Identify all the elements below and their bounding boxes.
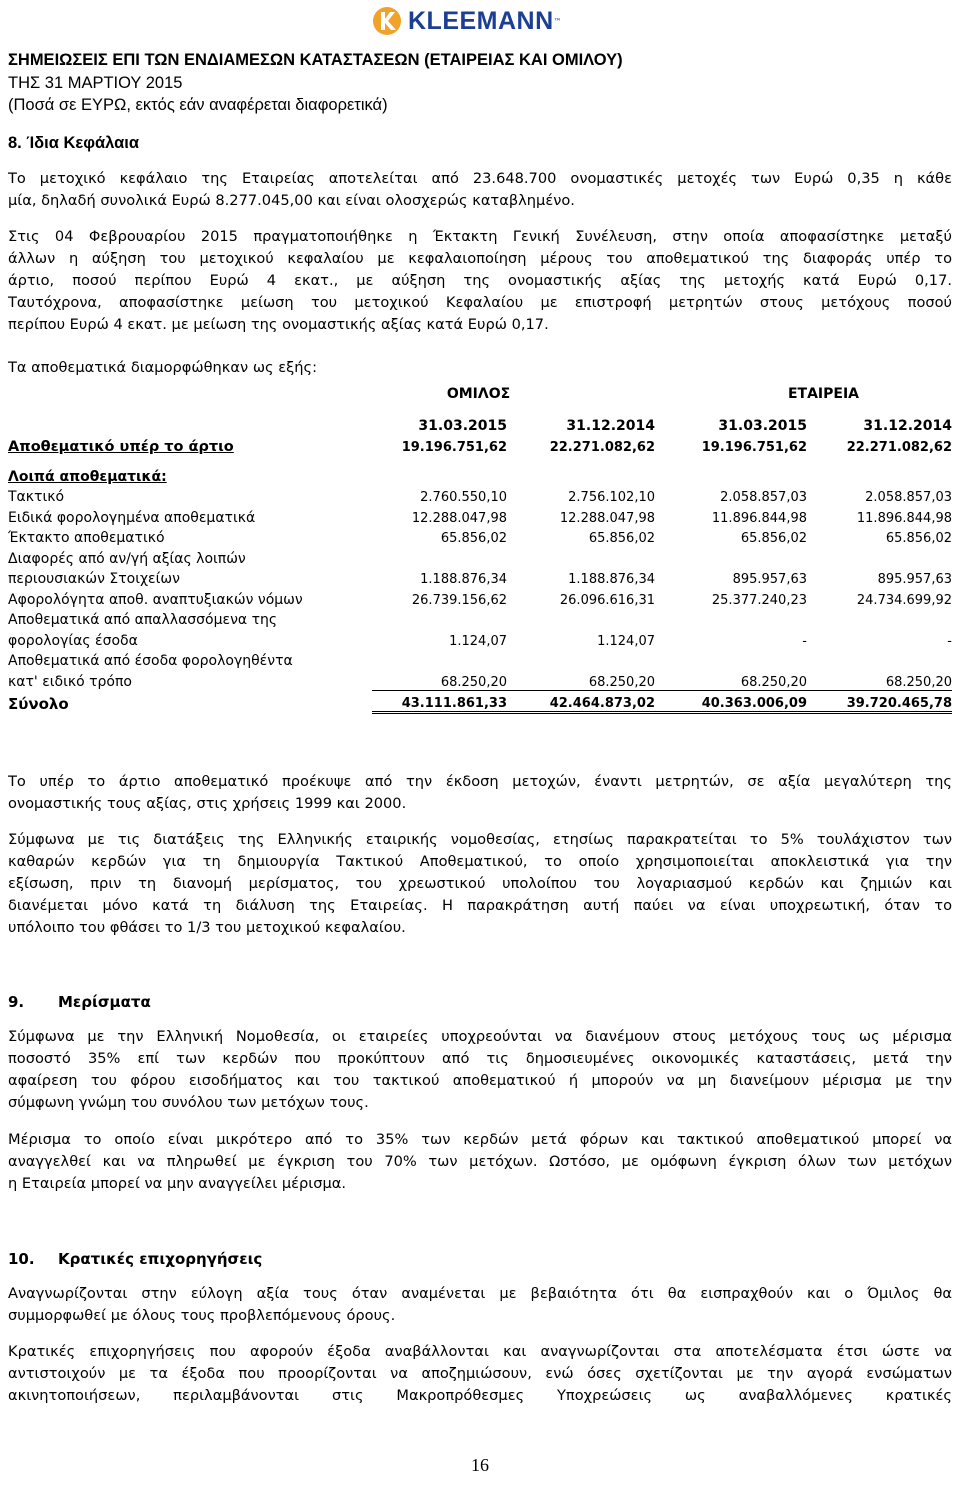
legal-reserve-paragraph (8, 829, 952, 939)
row-label: Διαφορές από αν/γή αξίας λοιπών (8, 550, 246, 567)
cell-value: 39.720.465,78 (807, 690, 952, 713)
group-header-omilos: ΟΜΙΛΟΣ (446, 386, 511, 402)
text-line: περίπου Ευρώ 4 εκατ. με μείωση της ονομαστικής αξίας κατά Ευρώ 0,17. (8, 316, 549, 333)
table-row (8, 526, 952, 547)
section-8-paragraph-2 (8, 226, 952, 336)
text-line: Στις 04 Φεβρουαρίου 2015 πραγματοποιήθηκε η Έκτακτη Γενική Συνέλευση, στην οποία αποφασίστηκε μεταξύ (8, 228, 952, 245)
kleemann-logo-icon (372, 6, 402, 36)
cell-value: 895.957,63 (732, 572, 807, 587)
row-label: Αποθεματικά από έσοδα φορολογηθέντα (8, 653, 293, 669)
text-line: Ταυτόχρονα, αποφασίστηκε μείωση του μετοχικού Κεφαλαίου με επιστροφή μετρητών στους μετόχους ποσού (8, 294, 952, 311)
text-line: Το μετοχικό κεφάλαιο της Εταιρείας αποτελείται από 23.648.700 ονομαστικές μετοχές των Ευρώ 0,35 η κάθε (8, 170, 952, 187)
share-premium-paragraph (8, 771, 952, 815)
text-line: Αναγνωρίζονται στην εύλογη αξία τους όταν αναμένεται με βεβαιότητα ότι θα εισπραχθούν και ο Όμιλος θα (8, 1285, 952, 1302)
cell-value: 2.058.857,03 (720, 490, 807, 505)
document-date: ΤΗΣ 31 ΜΑΡΤΙΟΥ 2015 (8, 74, 183, 92)
text-line: ονομαστικής τους αξίας, στις χρήσεις 1999 και 2000. (8, 795, 407, 812)
reserves-intro (8, 357, 952, 379)
section-8-paragraph-1 (8, 168, 952, 212)
text-line: καθαρών κερδών για τη δημιουργία Τακτικού Αποθεματικού, το οποίο χρησιμοποιείται αποκλειστικά για την (8, 853, 952, 870)
cell-value: 22.271.082,62 (846, 439, 952, 455)
row-label: Λοιπά αποθεματικά: (8, 468, 167, 485)
cell-value: 43.111.861,33 (372, 690, 507, 713)
text-line: αντιστοιχούν με τα έξοδα που προορίζονται να αποζημιώσουν, ενώ όσες σχετίζονται με την αγορά ενσώματων (8, 1365, 952, 1382)
text-line: άλλων η αύξηση του μετοχικού κεφαλαίου με κεφαλαιοποίηση μέρους του αποθεματικού της διαφοράς υπέρ το (8, 250, 952, 267)
cell-value: 68.250,20 (372, 669, 507, 690)
cell-value: 1.188.876,34 (568, 572, 655, 587)
row-label: Αποθεματικά από απαλλασσόμενα της (8, 612, 278, 628)
row-label: Αποθεματικό υπέρ το άρτιο (8, 438, 234, 455)
row-label: Ειδικά φορολογημένα αποθεματικά (8, 509, 256, 526)
cell-value: 12.288.047,98 (559, 510, 655, 526)
section-10-number: 10. (8, 1250, 35, 1268)
currency-note: (Ποσά σε ΕΥΡΩ, εκτός εάν αναφέρεται διαφορετικά) (8, 96, 388, 114)
row-label-continued: περιουσιακών Στοιχείων (8, 571, 180, 587)
table-row-label-only (8, 546, 952, 567)
table-row-total (8, 690, 952, 713)
table-row-share-premium (8, 434, 952, 455)
date-header: 31.03.2015 (418, 418, 507, 434)
page-number: 16 (471, 1455, 489, 1475)
table-row (8, 587, 952, 608)
row-label: Σύνολο (8, 694, 69, 713)
cell-value: 26.096.616,31 (559, 592, 655, 608)
document-title: ΣΗΜΕΙΩΣΕΙΣ ΕΠΙ ΤΩΝ ΕΝΔΙΑΜΕΣΩΝ ΚΑΤΑΣΤΑΣΕΩΝ (ΕΤΑΙΡΕΙΑΣ ΚΑΙ ΟΜΙΛΟΥ) (8, 51, 623, 69)
text-line: Σύμφωνα με τις διατάξεις της Ελληνικής εταιρικής νομοθεσίας, ετησίως παρακρατείται το 5% τουλάχιστον των (8, 831, 952, 848)
text-line: άρτιο, ποσού περίπου Ευρώ 4 εκατ., με αύξηση της ονομαστικής αξίας της μετοχής κατά Ευρώ 0,17. (8, 272, 952, 289)
cell-value: 65.856,02 (588, 531, 655, 546)
date-header: 31.12.2014 (863, 418, 952, 434)
text-line: αφαίρεση του φόρου εισοδήματος και του τακτικού αποθεματικού ή μπορούν να μη διανείμουν μέρισμα με την (8, 1072, 952, 1089)
cell-value: 65.856,02 (885, 531, 952, 546)
cell-value: 68.250,20 (655, 669, 807, 690)
cell-value: 40.363.006,09 (655, 690, 807, 713)
section-10-paragraph-2 (8, 1341, 952, 1407)
text-line: Μέρισμα το οποίο είναι μικρότερο από το 35% των κερδών μετά φόρων και τακτικού αποθεματικού μπορεί να (8, 1131, 952, 1148)
table-row (8, 485, 952, 506)
cell-value: 42.464.873,02 (507, 690, 655, 713)
text-line: Κρατικές επιχορηγήσεις που αφορούν έξοδα αναβάλλονται και αναγνωρίζονται στα αποτελέσματα έτσι ώστε να (8, 1343, 952, 1360)
text-line: συμμορφωθεί με όλους τους προβλεπόμενους όρους. (8, 1307, 396, 1324)
section-10-paragraph-1 (8, 1283, 952, 1327)
cell-value: 68.250,20 (807, 669, 952, 690)
logo-trademark: ™ (553, 16, 562, 26)
company-logo (372, 4, 562, 38)
row-label: Τακτικό (8, 489, 65, 505)
row-label-continued: φορολογίας έσοδα (8, 632, 138, 649)
row-label: Έκτακτο αποθεματικό (8, 530, 165, 546)
section-10-title: Κρατικές επιχορηγήσεις (58, 1250, 263, 1268)
text-line: Σύμφωνα με την Ελληνική Νομοθεσία, οι εταιρείες υποχρεούνται να διανέμουν στους μετόχους τους ως μέρισμα (8, 1028, 952, 1045)
cell-value: 12.288.047,98 (411, 510, 507, 526)
table-row (8, 628, 952, 649)
text-line: Το υπέρ το άρτιο αποθεματικό προέκυψε από την έκδοση μετοχών, έναντι μετρητών, σε αξία μεγαλύτερη της (8, 773, 952, 790)
section-9-title: Μερίσματα (58, 993, 151, 1011)
section-9-paragraph-2 (8, 1129, 952, 1195)
cell-value: 19.196.751,62 (701, 439, 807, 455)
table-row-other-reserves-heading (8, 455, 952, 485)
cell-value: 2.760.550,10 (420, 490, 507, 505)
reserves-table (8, 378, 952, 714)
group-header-etaireia: ΕΤΑΙΡΕΙΑ (787, 386, 860, 402)
text-line: εξίσωση, πριν τη διανομή μερίσματος, του χρεωστικού υπολοίπου του λογαριασμού κερδών και ζημιών και (8, 875, 952, 892)
cell-value: 65.856,02 (440, 531, 507, 546)
cell-value: 25.377.240,23 (711, 592, 807, 608)
cell-value: 1.124,07 (597, 633, 655, 649)
text-line: η Εταιρεία μπορεί να μην αναγγείλει μέρισμα. (8, 1175, 347, 1192)
cell-value: - (947, 633, 952, 649)
cell-value: 24.734.699,92 (856, 592, 952, 608)
section-9-paragraph-1 (8, 1026, 952, 1114)
table-group-header (8, 378, 952, 402)
cell-value: 68.250,20 (507, 669, 655, 690)
row-label: Αφορολόγητα αποθ. αναπτυξιακών νόμων (8, 591, 303, 608)
section-8-title: 8. Ίδια Κεφάλαια (8, 134, 140, 152)
text-line: ποσοστό 35% επί των κερδών που προκύπτουν από τις δημοσιευμένες οικονομικές καταστάσεις, μετά την (8, 1050, 952, 1067)
table-date-header (8, 402, 952, 434)
cell-value: 1.188.876,34 (420, 572, 507, 587)
text-line: διανέμεται μόνο κατά τη διάλυση της Εταιρείας. Η παρακράτηση αυτή παύει να είναι υποχρεωτική, όταν το (8, 897, 952, 914)
cell-value: 11.896.844,98 (856, 510, 952, 526)
cell-value: 65.856,02 (740, 531, 807, 546)
cell-value: 11.896.844,98 (711, 510, 807, 526)
text-line: υπόλοιπο του φθάσει το 1/3 του μετοχικού κεφαλαίου. (8, 919, 406, 936)
text-line: αναγγελθεί και να πληρωθεί με έγκριση του 70% των μετόχων. Ωστόσο, με ομόφωνη έγκριση όλων των μετόχων (8, 1153, 952, 1170)
text-line: ακινητοποιήσεων, περιλαμβάνονται στις Μακροπρόθεσμες Υποχρεώσεις ως αναβαλλόμενες κρατικές (8, 1387, 952, 1404)
table-row-label-only (8, 649, 952, 670)
cell-value: 19.196.751,62 (401, 439, 507, 455)
cell-value: 26.739.156,62 (411, 592, 507, 608)
cell-value: 1.124,07 (449, 633, 507, 649)
table-row (8, 505, 952, 526)
table-row (8, 567, 952, 588)
cell-value: 2.756.102,10 (568, 490, 655, 505)
table-row-label-only (8, 608, 952, 629)
date-header: 31.03.2015 (718, 418, 807, 434)
cell-value: 2.058.857,03 (865, 490, 952, 505)
text-line: μία, δηλαδή συνολικά Ευρώ 8.277.045,00 και είναι ολοσχερώς καταβλημένο. (8, 192, 575, 209)
row-label-continued: κατ' ειδικό τρόπο (8, 674, 132, 690)
cell-value: - (802, 633, 807, 649)
cell-value: 22.271.082,62 (549, 439, 655, 455)
section-9-number: 9. (8, 993, 25, 1011)
logo-brand: KLEEMANN (408, 6, 554, 35)
text-line: Τα αποθεματικά διαμορφώθηκαν ως εξής: (8, 359, 317, 376)
cell-value: 895.957,63 (877, 572, 952, 587)
table-row (8, 669, 952, 690)
text-line: σύμφωνη γνώμη του συνόλου των μετόχων τους. (8, 1094, 369, 1111)
date-header: 31.12.2014 (566, 418, 655, 434)
